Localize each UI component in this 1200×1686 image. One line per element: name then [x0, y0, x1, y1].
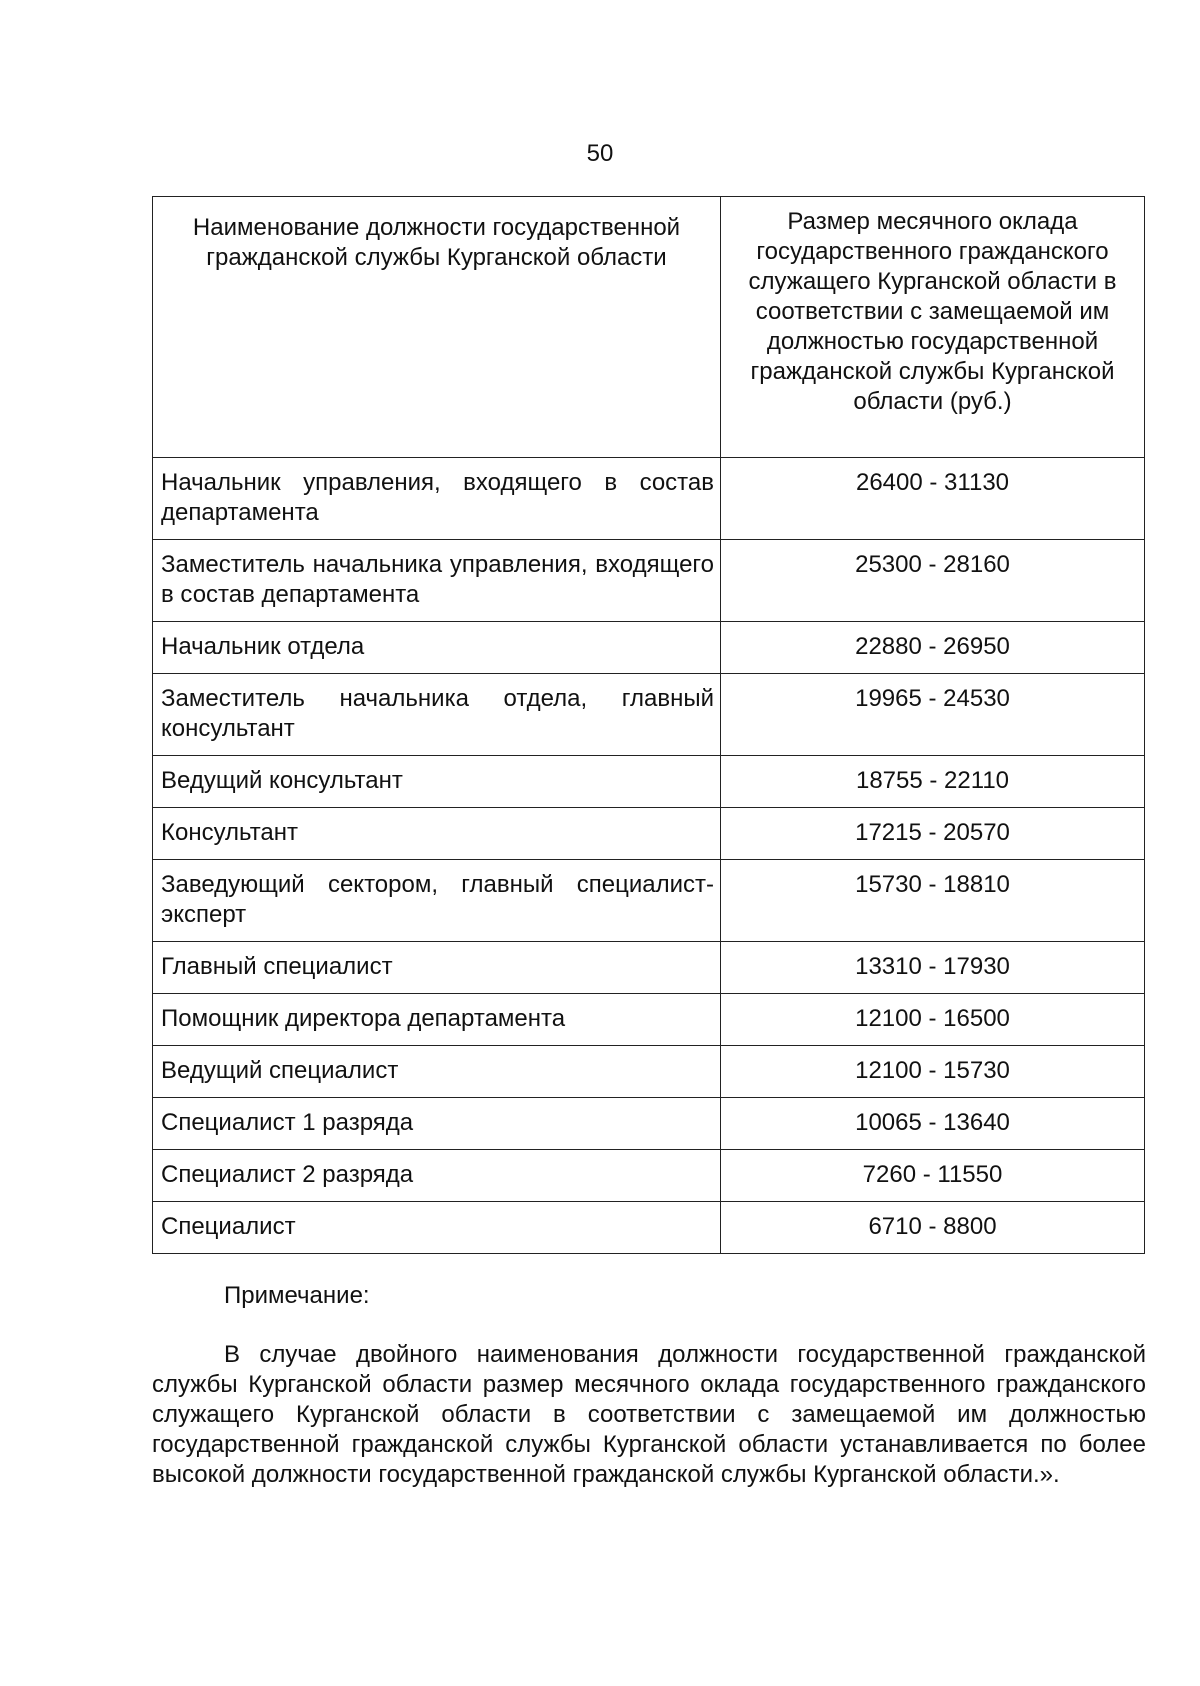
table-row — [153, 1202, 1145, 1254]
table-row — [153, 540, 1145, 622]
note-title: Примечание: — [224, 1282, 370, 1309]
salary-cell: 19965 - 24530 — [721, 674, 1145, 756]
table-row — [153, 622, 1145, 674]
position-cell: Главный специалист — [153, 942, 721, 994]
table-row — [153, 756, 1145, 808]
header-position: Наименование должности государственной гражданской службы Курганской области — [153, 197, 721, 458]
position-cell: Заместитель начальника управления, входящего в состав департамента — [153, 540, 721, 622]
note-text: В случае двойного наименования должности государственной гражданской службы Курганской области размер месячного оклада государственного гражданского служащего Курганской области в соответствии с замещаемой им должностью государственной гражданской службы Курганской области устанавливается по более высокой должности государственной гражданской службы Курганской области.». — [152, 1341, 1146, 1488]
salary-cell: 6710 - 8800 — [721, 1202, 1145, 1254]
position-cell: Консультант — [153, 808, 721, 860]
salary-cell: 17215 - 20570 — [721, 808, 1145, 860]
position-cell: Ведущий специалист — [153, 1046, 721, 1098]
position-cell: Специалист 1 разряда — [153, 1098, 721, 1150]
table-row — [153, 1098, 1145, 1150]
position-cell: Начальник отдела — [153, 622, 721, 674]
salary-cell: 18755 - 22110 — [721, 756, 1145, 808]
salary-cell: 12100 - 16500 — [721, 994, 1145, 1046]
salary-cell: 12100 - 15730 — [721, 1046, 1145, 1098]
position-cell: Специалист — [153, 1202, 721, 1254]
salary-cell: 26400 - 31130 — [721, 458, 1145, 540]
table-row — [153, 1150, 1145, 1202]
position-cell: Заведующий сектором, главный специалист-эксперт — [153, 860, 721, 942]
salary-table — [152, 196, 1145, 1254]
table-row — [153, 808, 1145, 860]
table-row — [153, 674, 1145, 756]
salary-cell: 7260 - 11550 — [721, 1150, 1145, 1202]
position-cell: Ведущий консультант — [153, 756, 721, 808]
table-row — [153, 458, 1145, 540]
table-row — [153, 1046, 1145, 1098]
position-cell: Начальник управления, входящего в состав департамента — [153, 458, 721, 540]
salary-cell: 25300 - 28160 — [721, 540, 1145, 622]
salary-cell: 15730 - 18810 — [721, 860, 1145, 942]
table-row — [153, 860, 1145, 942]
table-row — [153, 994, 1145, 1046]
salary-cell: 22880 - 26950 — [721, 622, 1145, 674]
page-number: 50 — [586, 140, 614, 167]
position-cell: Помощник директора департамента — [153, 994, 721, 1046]
header-salary: Размер месячного оклада государственного гражданского служащего Курганской области в соответствии с замещаемой им должностью государственной гражданской службы Курганской области (руб.) — [721, 197, 1145, 458]
salary-cell: 10065 - 13640 — [721, 1098, 1145, 1150]
table-header-row — [153, 197, 1145, 458]
salary-cell: 13310 - 17930 — [721, 942, 1145, 994]
table-row — [153, 942, 1145, 994]
position-cell: Специалист 2 разряда — [153, 1150, 721, 1202]
position-cell: Заместитель начальника отдела, главный консультант — [153, 674, 721, 756]
